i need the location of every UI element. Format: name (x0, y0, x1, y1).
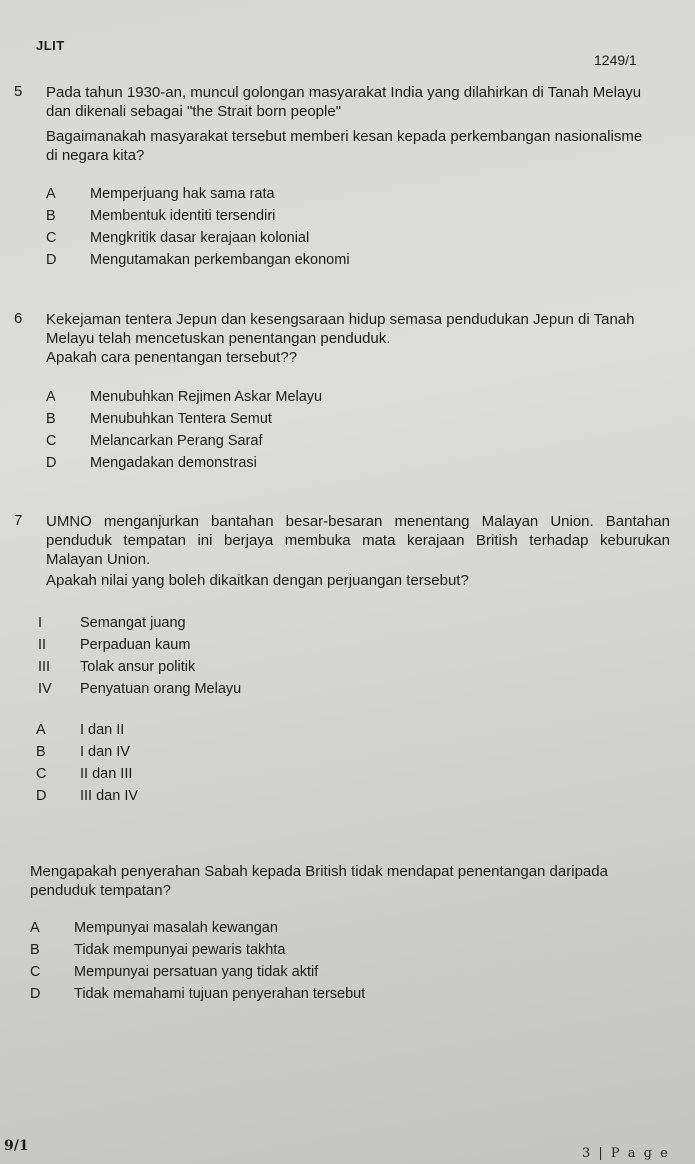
question-number: 5 (14, 83, 23, 100)
header-paper-code: 1249/1 (594, 52, 637, 68)
statement-numeral: IV (38, 681, 52, 697)
footer-paper-code: 9/1 (4, 1138, 29, 1154)
stem-line: Apakah nilai yang boleh dikaitkan dengan perjuangan tersebut? (46, 572, 469, 589)
option-letter: B (46, 411, 56, 427)
statement-iii (38, 656, 241, 678)
option-d[interactable] (30, 983, 365, 1005)
option-text: Mempunyai masalah kewangan (74, 920, 278, 936)
statement-numeral: III (38, 659, 51, 675)
option-text: Menubuhkan Rejimen Askar Melayu (90, 389, 323, 405)
header-school-code: JLIT (36, 38, 65, 53)
stem-line: Kekejaman tentera Jepun dan kesengsaraan hidup semasa pendudukan Jepun di Tanah (46, 311, 635, 328)
option-c[interactable] (46, 430, 322, 452)
option-text: Membentuk identiti tersendiri (90, 208, 276, 224)
question-stem (46, 310, 676, 367)
option-c[interactable] (30, 961, 365, 983)
question-number: 7 (14, 512, 23, 529)
stem-line: Mengapakah penyerahan Sabah kepada British tidak mendapat penentangan daripada (30, 863, 608, 880)
option-b[interactable] (46, 205, 350, 227)
question-stem (46, 512, 670, 590)
option-text: Tidak memahami tujuan penyerahan tersebut (74, 986, 366, 1002)
option-a[interactable] (30, 917, 365, 939)
option-letter: A (36, 722, 46, 738)
option-b[interactable] (30, 939, 365, 961)
option-text: I dan IV (80, 744, 130, 760)
option-text: Menubuhkan Tentera Semut (90, 411, 272, 427)
stem-line: penduduk tempatan? (30, 882, 171, 899)
statement-text: Semangat juang (80, 615, 186, 631)
option-text: II dan III (80, 766, 133, 782)
option-text: Mengadakan demonstrasi (90, 455, 257, 471)
option-letter: A (46, 186, 56, 202)
question-stem (30, 862, 660, 900)
stem-line: Apakah cara penentangan tersebut?? (46, 349, 298, 366)
option-a[interactable] (46, 386, 322, 408)
statement-text: Perpaduan kaum (80, 637, 191, 653)
answer-options (46, 386, 322, 474)
option-text: Mengkritik dasar kerajaan kolonial (90, 230, 310, 246)
option-letter: D (36, 788, 47, 804)
statement-text: Penyatuan orang Melayu (80, 681, 242, 697)
option-text: Memperjuang hak sama rata (90, 186, 275, 202)
option-letter: B (30, 942, 40, 958)
stem-line: dan dikenali sebagai "the Strait born people" (46, 103, 342, 120)
option-text: III dan IV (80, 788, 139, 804)
option-text: Mengutamakan perkembangan ekonomi (90, 252, 350, 268)
statement-numeral: II (38, 637, 47, 653)
option-letter: C (46, 433, 57, 449)
stem-line: Bagaimanakah masyarakat tersebut memberi kesan kepada perkembangan nasionalisme (46, 128, 643, 145)
footer-page-number: 3 | P a g e (582, 1146, 670, 1161)
option-a[interactable] (36, 719, 138, 741)
stem-line: di negara kita? (46, 147, 145, 164)
option-text: Tidak mempunyai pewaris takhta (74, 942, 286, 958)
option-letter: A (46, 389, 56, 405)
question-stem (46, 83, 676, 165)
stem-line: UMNO menganjurkan bantahan besar-besaran menentang Malayan Union. Bantahan (46, 513, 670, 530)
option-a[interactable] (46, 183, 350, 205)
answer-options (30, 917, 365, 1005)
question-number: 6 (14, 310, 23, 327)
statement-text: Tolak ansur politik (80, 659, 196, 675)
option-text: Melancarkan Perang Saraf (90, 433, 263, 449)
stem-line: Melayu telah mencetuskan penentangan penduduk. (46, 330, 391, 347)
statement-iv (38, 678, 241, 700)
option-letter: B (36, 744, 46, 760)
option-letter: D (46, 455, 57, 471)
option-letter: D (46, 252, 57, 268)
option-d[interactable] (46, 452, 322, 474)
option-d[interactable] (46, 249, 350, 271)
statement-i (38, 612, 241, 634)
option-c[interactable] (46, 227, 350, 249)
statement-list (38, 612, 241, 700)
option-letter: C (46, 230, 57, 246)
stem-line: Pada tahun 1930-an, muncul golongan masyarakat India yang dilahirkan di Tanah Melayu (46, 84, 642, 101)
stem-line: Malayan Union. (46, 551, 151, 568)
option-letter: B (46, 208, 56, 224)
option-letter: C (36, 766, 47, 782)
option-letter: C (30, 964, 41, 980)
option-b[interactable] (46, 408, 322, 430)
answer-options (36, 719, 138, 807)
option-letter: A (30, 920, 40, 936)
statement-ii (38, 634, 241, 656)
statement-numeral: I (38, 615, 43, 631)
stem-line: penduduk tempatan ini berjaya membuka mata kerajaan British terhadap keburukan (46, 532, 670, 549)
option-text: I dan II (80, 722, 125, 738)
option-letter: D (30, 986, 41, 1002)
option-text: Mempunyai persatuan yang tidak aktif (74, 964, 319, 980)
option-d[interactable] (36, 785, 138, 807)
option-c[interactable] (36, 763, 138, 785)
answer-options (46, 183, 350, 271)
option-b[interactable] (36, 741, 138, 763)
